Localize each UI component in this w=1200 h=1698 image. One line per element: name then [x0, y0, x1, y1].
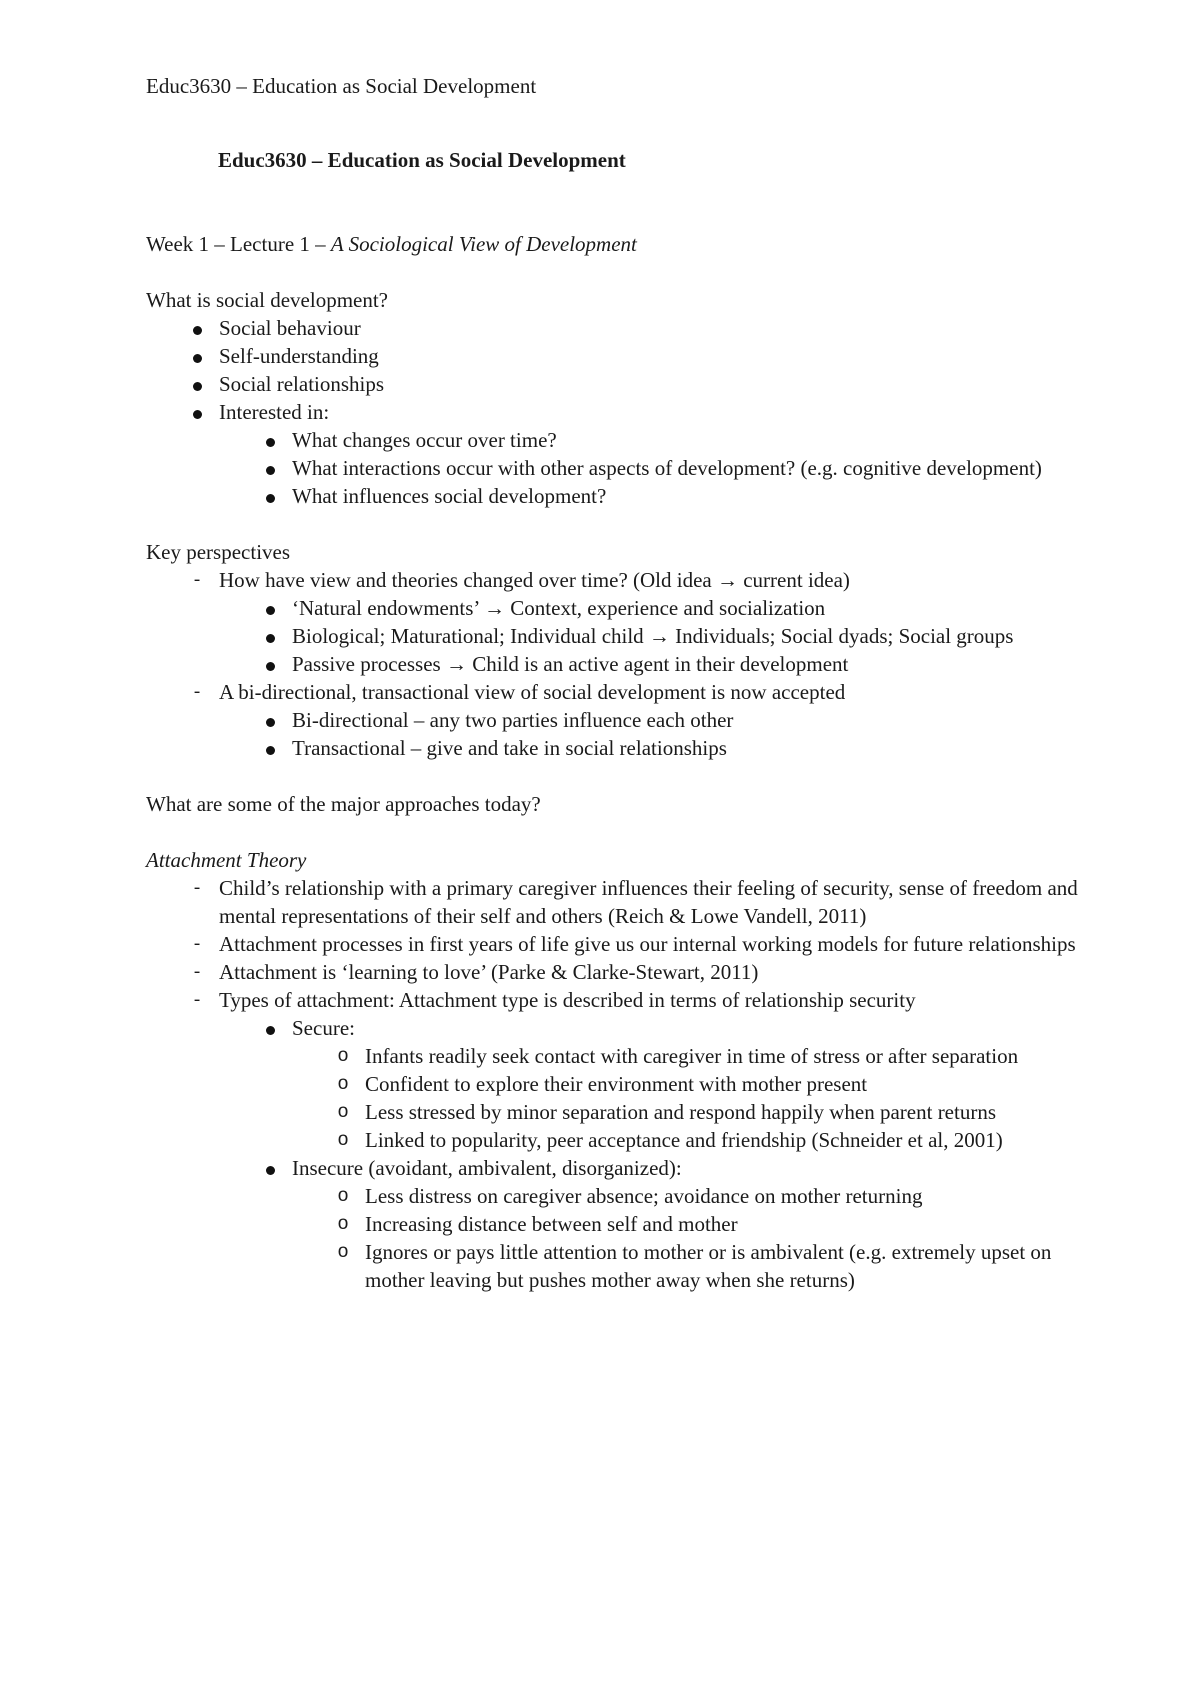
circle-bullet-icon: o: [337, 1241, 349, 1262]
list-item: What changes occur over time?: [146, 426, 1086, 454]
dash-marker: -: [193, 877, 201, 898]
list-item: Bi-directional – any two parties influence each other: [146, 706, 1086, 734]
bullet-icon: [182, 370, 212, 398]
circle-bullet-icon: o: [337, 1213, 349, 1234]
running-header: Educ3630 – Education as Social Development: [146, 74, 537, 98]
week-topic: A Sociological View of Development: [330, 232, 637, 256]
document-body: [146, 230, 1086, 1294]
document-title: Educ3630 – Education as Social Development: [218, 148, 626, 172]
list-item: Interested in:: [146, 398, 1086, 426]
dash-marker: -: [193, 989, 201, 1010]
list-item: What interactions occur with other aspects of development? (e.g. cognitive development): [146, 454, 1086, 482]
list-item: - Types of attachment: Attachment type is described in terms of relationship security: [146, 986, 1086, 1014]
list-item: - How have view and theories changed over time? (Old idea → current idea): [146, 566, 1086, 594]
circle-bullet-icon: o: [337, 1101, 349, 1122]
key-perspectives-heading: Key perspectives: [146, 540, 291, 564]
list-item: What influences social development?: [146, 482, 1086, 510]
list-item: Self-understanding: [146, 342, 1086, 370]
dash-marker: -: [193, 961, 201, 982]
list-item: o Less distress on caregiver absence; avoidance on mother returning: [146, 1182, 1086, 1210]
bullet-icon: [255, 706, 285, 734]
social-development-list: [146, 314, 1086, 510]
week-prefix: Week 1 – Lecture 1 –: [146, 232, 331, 256]
dash-marker: -: [193, 933, 201, 954]
list-item: Passive processes → Child is an active agent in their development: [146, 650, 1086, 678]
circle-bullet-icon: o: [337, 1129, 349, 1150]
list-item: Social behaviour: [146, 314, 1086, 342]
bullet-icon: [182, 314, 212, 342]
circle-bullet-icon: o: [337, 1185, 349, 1206]
bullet-icon: [255, 1014, 285, 1042]
bullet-icon: [255, 1154, 285, 1182]
circle-bullet-icon: o: [337, 1045, 349, 1066]
list-item: - Attachment processes in first years of life give us our internal working models for future relationships: [146, 930, 1086, 958]
bullet-icon: [255, 426, 285, 454]
week-heading: [146, 230, 1086, 258]
attachment-theory-heading: Attachment Theory: [146, 848, 307, 872]
key-perspectives-list: [146, 566, 1086, 762]
list-item: o Ignores or pays little attention to mother or is ambivalent (e.g. extremely upset on mother leaving but pushes mother away when she returns): [146, 1238, 1086, 1294]
circle-bullet-icon: o: [337, 1073, 349, 1094]
list-item: ‘Natural endowments’ → Context, experience and socialization: [146, 594, 1086, 622]
bullet-icon: [255, 622, 285, 650]
bullet-icon: [255, 594, 285, 622]
list-item: - Child’s relationship with a primary caregiver influences their feeling of security, sense of freedom and mental representations of their self and others (Reich & Lowe Vandell, 2011): [146, 874, 1086, 930]
list-item: o Confident to explore their environment with mother present: [146, 1070, 1086, 1098]
list-item: Transactional – give and take in social relationships: [146, 734, 1086, 762]
list-item: Insecure (avoidant, ambivalent, disorganized):: [146, 1154, 1086, 1182]
list-item: - Attachment is ‘learning to love’ (Parke & Clarke-Stewart, 2011): [146, 958, 1086, 986]
bullet-icon: [255, 734, 285, 762]
list-item: o Infants readily seek contact with caregiver in time of stress or after separation: [146, 1042, 1086, 1070]
dash-marker: -: [193, 681, 201, 702]
approaches-question: What are some of the major approaches today?: [146, 792, 541, 816]
bullet-icon: [182, 342, 212, 370]
list-item: Secure:: [146, 1014, 1086, 1042]
dash-marker: -: [193, 569, 201, 590]
attachment-theory-list: [146, 874, 1086, 1294]
bullet-icon: [255, 650, 285, 678]
list-item: Biological; Maturational; Individual child → Individuals; Social dyads; Social groups: [146, 622, 1086, 650]
list-item: Social relationships: [146, 370, 1086, 398]
bullet-icon: [255, 454, 285, 482]
bullet-icon: [182, 398, 212, 426]
list-item: o Linked to popularity, peer acceptance and friendship (Schneider et al, 2001): [146, 1126, 1086, 1154]
list-item: o Increasing distance between self and mother: [146, 1210, 1086, 1238]
list-item: - A bi-directional, transactional view of social development is now accepted: [146, 678, 1086, 706]
social-development-question: What is social development?: [146, 288, 389, 312]
bullet-icon: [255, 482, 285, 510]
list-item: o Less stressed by minor separation and respond happily when parent returns: [146, 1098, 1086, 1126]
